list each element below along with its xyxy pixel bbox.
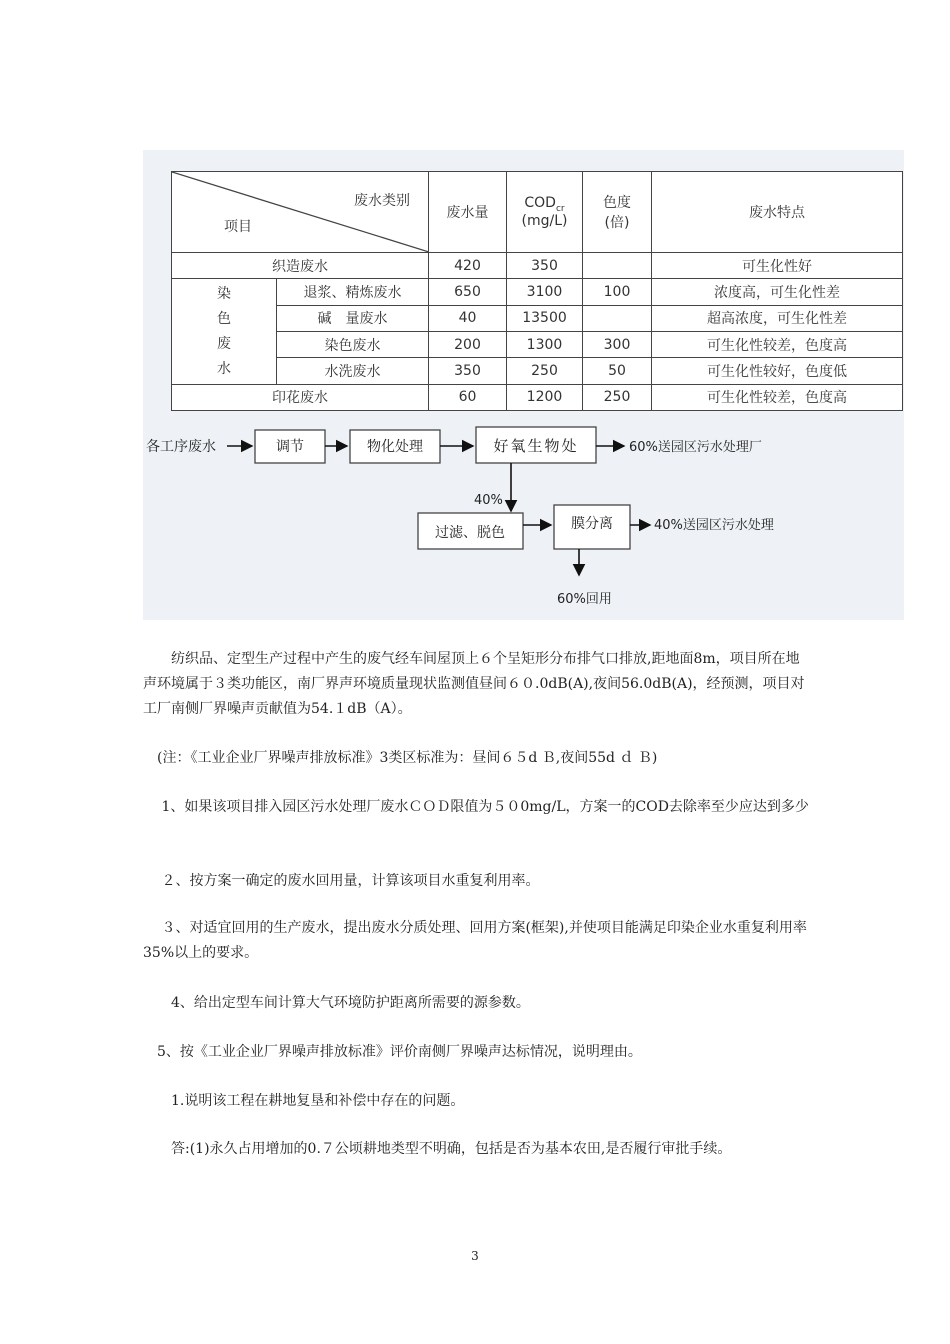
flow-box-aerobic-label: 好氧生物处 [493, 437, 579, 455]
row-name: 织造废水 [172, 253, 429, 279]
flow-box-physchem-label: 物化处理 [367, 439, 423, 455]
row-name: 水洗废水 [277, 358, 429, 384]
row-volume: 200 [429, 332, 507, 358]
row-feature: 可生化性好 [652, 253, 903, 279]
table-row [172, 253, 903, 279]
header-cod-main: COD [524, 194, 556, 211]
row-cod: 250 [507, 358, 583, 384]
row-color [583, 305, 652, 331]
row-feature: 可生化性较差，色度高 [652, 332, 903, 358]
table-header-row [172, 172, 903, 253]
flow-box-membrane-label: 膜分离 [571, 516, 613, 532]
header-item: 项目 [224, 219, 252, 236]
flow-source-label: 各工序废水 [146, 439, 216, 455]
group-label-dyeing [172, 279, 277, 384]
header-color-unit: (倍) [604, 215, 630, 231]
paragraph-exhaust-noise: 纺织品、定型生产过程中产生的废气经车间屋顶上６个呈矩形分布排气口排放,距地面8m，项目所在地声环境属于３类功能区，南厂界声环境质量现状监测值昼间６０.0dB(A),夜间56.0dB(A)，经预测，项目对工厂南侧厂界噪声贡献值为54.１dB（A）。 [143, 651, 805, 717]
flow-output-60-reuse: 60%回用 [557, 592, 612, 607]
question-4: 4、给出定型车间计算大气环境防护距离所需要的源参数。 [143, 995, 530, 1011]
flow-split-label: 40% [474, 493, 503, 508]
table-row [172, 305, 903, 331]
flow-output-40-plant: 40%送园区污水处理 [654, 518, 774, 533]
group-char: 染 [217, 285, 231, 302]
table-row [172, 358, 903, 384]
row-volume: 420 [429, 253, 507, 279]
header-volume: 废水量 [429, 172, 507, 253]
row-cod: 3100 [507, 279, 583, 305]
question-2: ２、按方案一确定的废水回用量，计算该项目水重复利用率。 [143, 873, 540, 889]
page-number: 3 [471, 1249, 479, 1263]
group-char: 色 [217, 310, 231, 327]
header-cod-sub: cr [555, 203, 565, 214]
header-feature: 废水特点 [652, 172, 903, 253]
row-color: 100 [583, 279, 652, 305]
process-flow-diagram [143, 415, 904, 615]
row-name: 退浆、精炼废水 [277, 279, 429, 305]
flow-output-60-plant: 60%送园区污水处理厂 [629, 440, 762, 455]
row-feature: 可生化性较差，色度高 [652, 384, 903, 410]
row-color: 250 [583, 384, 652, 410]
header-diagonal-cell [172, 172, 429, 253]
question-3: ３、对适宜回用的生产废水，提出废水分质处理、回用方案(框架),并使项目能满足印染企业水重复利用率35%以上的要求。 [143, 920, 807, 961]
flow-svg [143, 415, 904, 615]
table-row [172, 332, 903, 358]
answer-farmland: 答:(1)永久占用增加的0.７公顷耕地类型不明确，包括是否为基本农田,是否履行审批手续。 [143, 1141, 732, 1157]
group-char: 废 [217, 335, 231, 352]
question-farmland: 1.说明该工程在耕地复垦和补偿中存在的问题。 [143, 1093, 465, 1109]
row-volume: 40 [429, 305, 507, 331]
paragraph-note-standard: (注：《工业企业厂界噪声排放标准》3类区标准为：昼间６５d Ｂ,夜间55d ｄ Ｂ) [143, 750, 658, 766]
row-name: 印花废水 [172, 384, 429, 410]
flow-box-filter-label: 过滤、脱色 [435, 525, 505, 541]
table-row [172, 384, 903, 410]
row-cod: 13500 [507, 305, 583, 331]
row-name: 染色废水 [277, 332, 429, 358]
wastewater-table-container [171, 171, 902, 411]
flow-box-regulate-label: 调节 [276, 439, 304, 455]
row-volume: 350 [429, 358, 507, 384]
question-1: 1、如果该项目排入园区污水处理厂废水ＣＯＤ限值为５０0mg/L，方案一的COD去除率至少应达到多少 [143, 799, 809, 815]
row-cod: 1300 [507, 332, 583, 358]
row-name: 碱 量废水 [277, 305, 429, 331]
row-cod: 350 [507, 253, 583, 279]
header-cod-unit: (mg/L) [521, 213, 568, 230]
header-color [583, 172, 652, 253]
row-volume: 60 [429, 384, 507, 410]
header-color-main: 色度 [603, 195, 631, 211]
diagonal-line [172, 172, 429, 252]
row-feature: 可生化性较好，色度低 [652, 358, 903, 384]
row-cod: 1200 [507, 384, 583, 410]
wastewater-table [171, 171, 903, 411]
row-color: 300 [583, 332, 652, 358]
row-color: 50 [583, 358, 652, 384]
row-feature: 超高浓度，可生化性差 [652, 305, 903, 331]
row-color [583, 253, 652, 279]
row-volume: 650 [429, 279, 507, 305]
row-feature: 浓度高，可生化性差 [652, 279, 903, 305]
header-category: 废水类别 [354, 193, 410, 209]
table-row [172, 279, 903, 305]
header-cod [507, 172, 583, 253]
question-5: 5、按《工业企业厂界噪声排放标准》评价南侧厂界噪声达标情况，说明理由。 [143, 1044, 642, 1060]
group-char: 水 [217, 360, 231, 377]
